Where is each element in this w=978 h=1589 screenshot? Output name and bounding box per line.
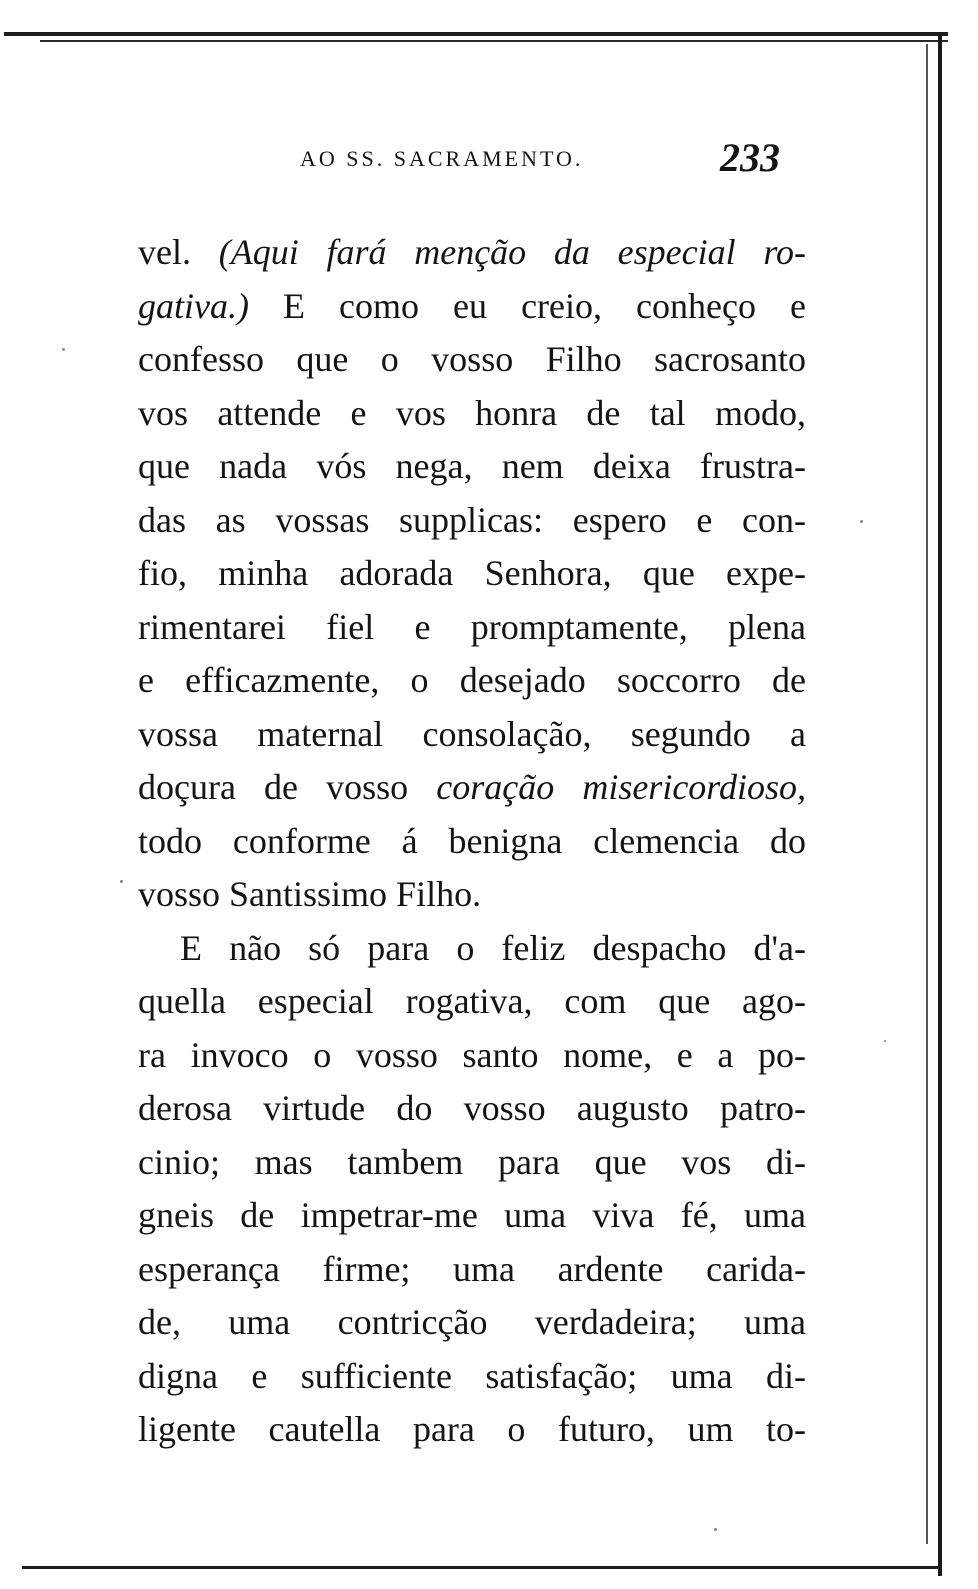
paper-speck [714, 1528, 717, 1531]
page-edge-bottom [22, 1566, 940, 1569]
text-line: ra invoco o vosso santo nome, e a po- [138, 1034, 806, 1075]
italic-run: coração misericordioso, [436, 767, 806, 807]
text-line: cinio; mas tambem para que vos di- [138, 1141, 806, 1182]
page-edge-right [938, 36, 942, 1576]
italic-run: gativa.) [138, 285, 249, 326]
page-edge-top [4, 32, 948, 36]
text-line: vosso Santissimo Filho. [138, 874, 482, 914]
text-line [138, 280, 806, 334]
text-line: fio, minha adorada Senhora, que expe- [138, 553, 806, 593]
running-head: AO SS. SACRAMENTO. [300, 146, 584, 171]
text-line: esperança firme; uma ardente carida- [138, 1248, 806, 1289]
paper-speck [884, 1040, 886, 1042]
body-text [138, 226, 806, 1457]
text-run: E como eu creio, conheço e [248, 285, 806, 326]
paper-speck [860, 520, 863, 523]
italic-run: (Aqui fará menção da especial ro- [218, 232, 806, 272]
text-line: das as vossas supplicas: espero e con- [138, 499, 806, 540]
text-line: e efficazmente, o desejado soccorro de [138, 660, 806, 700]
text-line [138, 226, 806, 280]
paper-speck [62, 348, 65, 351]
text-line [138, 761, 806, 815]
text-run: doçura de vosso [138, 767, 437, 807]
paper-speck [120, 880, 123, 883]
text-line: de, uma contricção verdadeira; uma [138, 1302, 806, 1342]
text-line: que nada vós nega, nem deixa frustra- [138, 446, 806, 486]
text-line: quella especial rogativa, com que ago- [138, 981, 806, 1021]
text-line: ligente cautella para o futuro, um to- [138, 1409, 806, 1449]
text-run: vel. [138, 232, 219, 272]
page-number: 233 [720, 135, 780, 180]
text-line: rimentarei fiel e promptamente, plena [138, 606, 806, 647]
text-line: digna e sufficiente satisfação; uma di- [138, 1355, 806, 1396]
text-line: vossa maternal consolação, segundo a [138, 713, 806, 754]
page-edge-top-inner [40, 40, 948, 42]
text-line: confesso que o vosso Filho sacrosanto [138, 339, 806, 379]
text-line: todo conforme á benigna clemencia do [138, 820, 806, 861]
text-line: gneis de impetrar-me uma viva fé, uma [138, 1195, 806, 1235]
text-line: derosa virtude do vosso augusto patro- [138, 1088, 806, 1128]
text-line: vos attende e vos honra de tal modo, [138, 392, 806, 433]
page-edge-right-inner [926, 44, 928, 1544]
paragraph-start-line: E não só para o feliz despacho d'a- [180, 927, 806, 968]
